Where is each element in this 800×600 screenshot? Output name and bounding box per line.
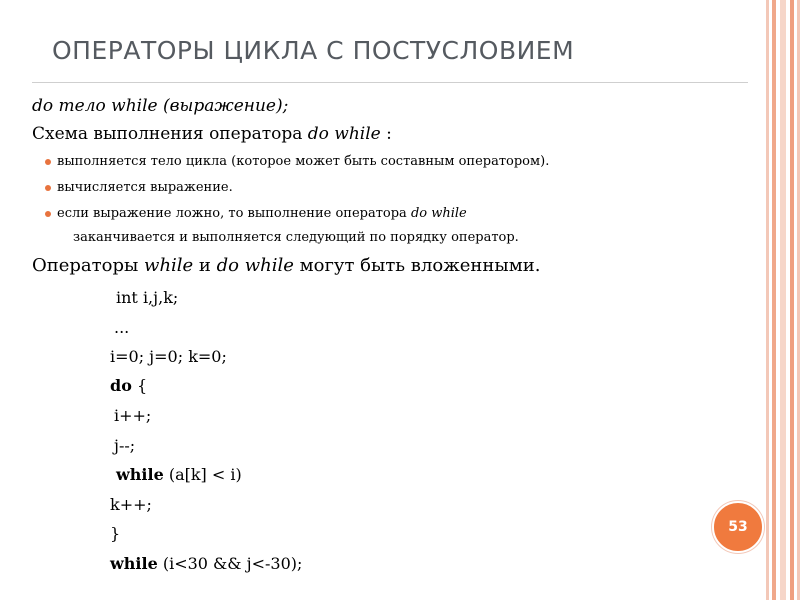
decorative-stripes [766,0,800,600]
nested-keyword-2: do while [216,255,294,276]
code-text: { [131,376,148,395]
code-keyword: while [110,554,158,573]
bullet-item-body [57,154,549,169]
scheme-prefix: Схема выполнения оператора [32,124,308,144]
code-line-7 [116,465,242,484]
code-line-5: i++; [114,406,152,425]
scheme-suffix: : [380,124,392,144]
bullet-dot-icon [45,185,51,191]
code-line-4 [110,376,147,395]
bullet-text: если выражение ложно, то выполнение оператора [57,206,411,221]
code-keyword: while [116,465,164,484]
nested-text-1: Операторы [32,255,145,276]
scheme-line [32,124,392,144]
bullet-item-eval [57,180,233,195]
bullet-text: вычисляется выражение. [57,180,233,195]
nested-text-2: и [193,255,217,276]
nested-text-3: могут быть вложенными. [293,255,541,276]
code-text: (a[k] < i) [163,465,242,484]
bullet-keyword: do while [410,206,467,221]
bullet-dot-icon [45,211,51,217]
bullet-dot-icon [45,159,51,165]
nested-line [32,255,540,276]
code-line-2: ... [114,318,130,337]
code-keyword: do [110,376,132,395]
bullet-item-false-continuation: заканчивается и выполняется следующий по порядку оператор. [73,230,519,245]
bullet-text: выполняется тело цикла (которое может быть составным оператором). [57,154,550,169]
bullet-item-false [57,206,467,221]
code-text: (i<30 && j<-30); [157,554,303,573]
code-line-6: j--; [114,436,136,455]
syntax-line: do тело while (выражение); [32,96,289,116]
code-line-8: k++; [110,495,152,514]
code-line-9: } [110,524,121,543]
code-line-1: int i,j,k; [116,288,179,307]
page-number-badge: 53 [712,501,764,553]
slide-title: ОПЕРАТОРЫ ЦИКЛА С ПОСТУСЛОВИЕМ [52,36,575,65]
code-line-3: i=0; j=0; k=0; [110,347,227,366]
scheme-keyword: do while [307,124,381,144]
title-divider [32,82,748,83]
code-line-10 [110,554,302,573]
nested-keyword-1: while [144,255,194,276]
